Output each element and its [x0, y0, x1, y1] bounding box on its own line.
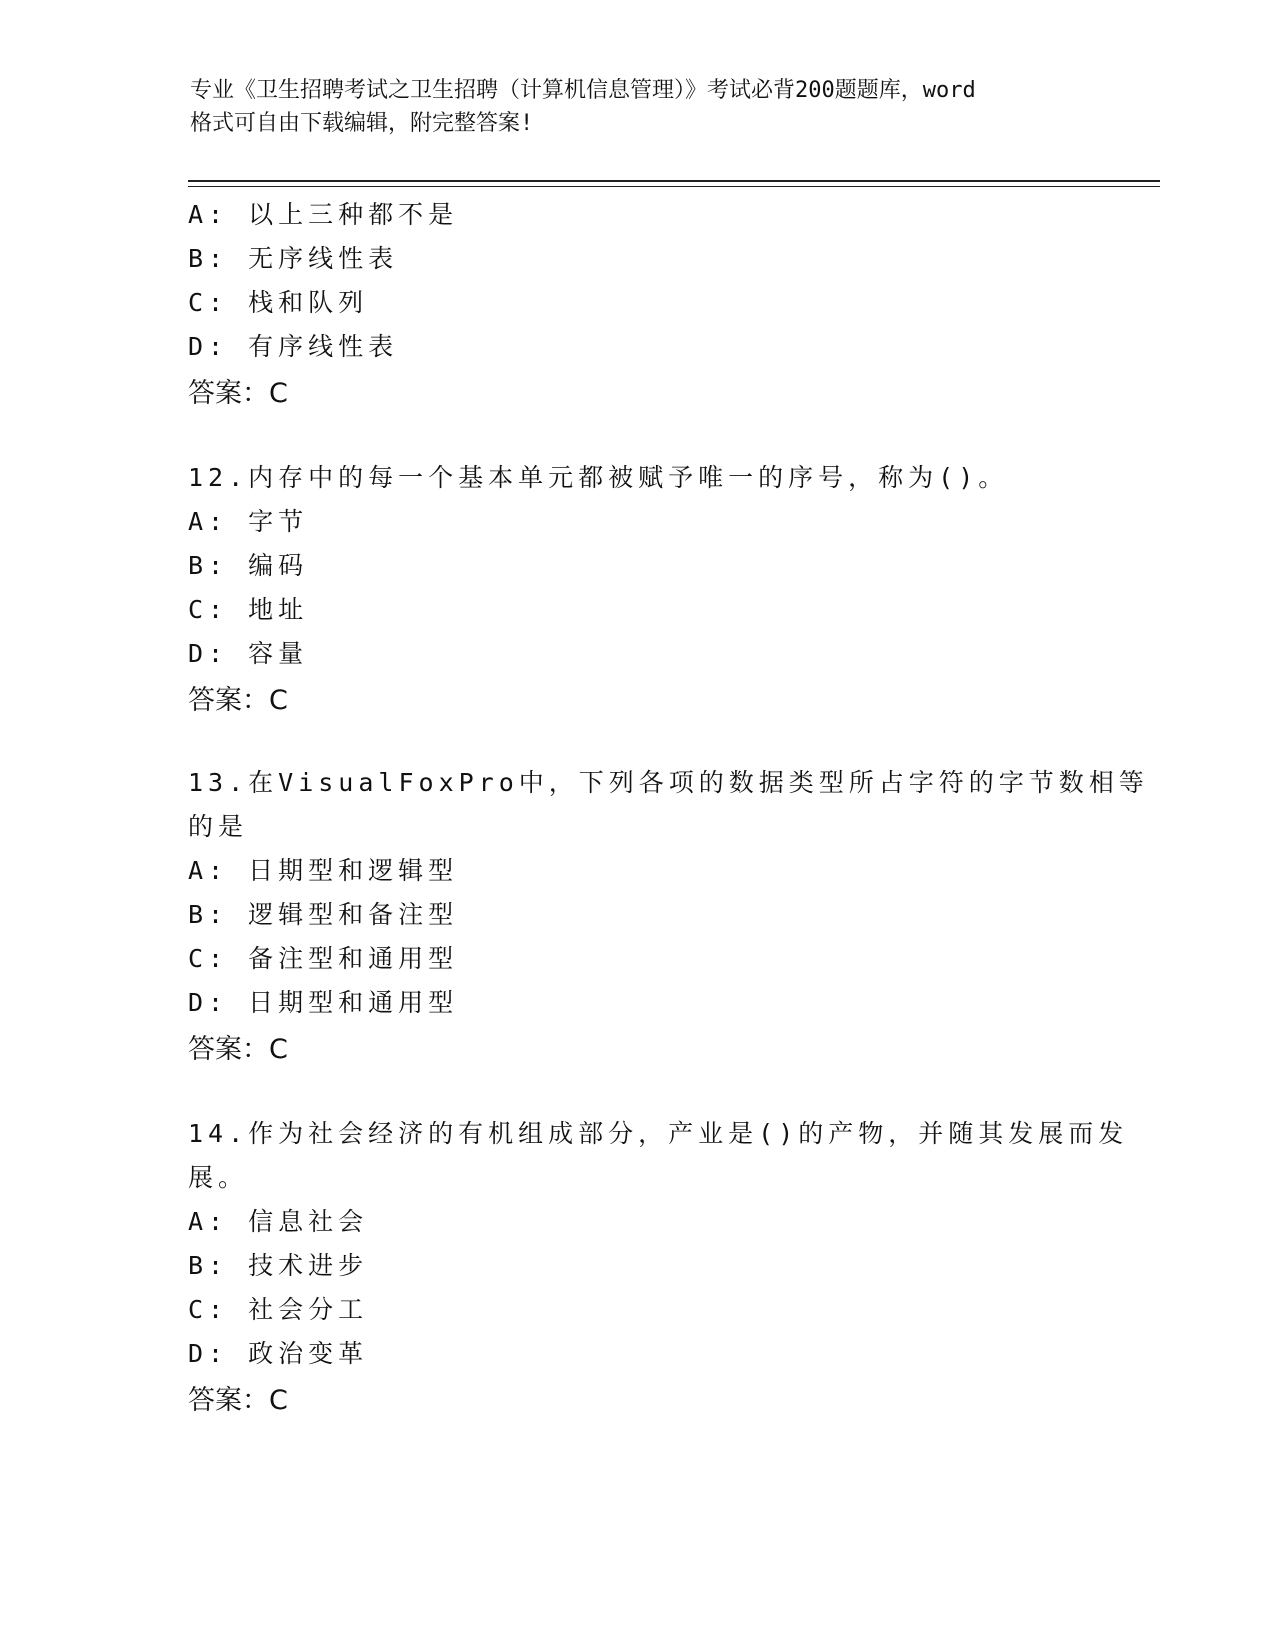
- q13-option-c: C: 备注型和通用型: [188, 944, 459, 973]
- q12-option-c: C: 地址: [188, 595, 309, 624]
- header-divider-thin: [188, 186, 1160, 187]
- q12-stem: 12.内存中的每一个基本单元都被赋予唯一的序号，称为()。: [188, 463, 1009, 492]
- q13-answer: 答案：C: [188, 1034, 288, 1065]
- q12-option-d: D: 容量: [188, 639, 309, 668]
- header-line-2: 格式可自由下载编辑，附完整答案!: [190, 111, 534, 136]
- q14-option-b: B: 技术进步: [188, 1251, 369, 1280]
- q11-option-d: D: 有序线性表: [188, 332, 399, 361]
- q13-stem-line-2: 的是: [188, 812, 249, 841]
- q11-answer: 答案：C: [188, 378, 288, 409]
- q13-option-b: B: 逻辑型和备注型: [188, 900, 459, 929]
- q11-option-a: A: 以上三种都不是: [188, 200, 459, 229]
- q14-option-d: D: 政治变革: [188, 1339, 369, 1368]
- q11-option-b: B: 无序线性表: [188, 244, 399, 273]
- q14-stem-line-2: 展。: [188, 1163, 249, 1192]
- header-line-1: 专业《卫生招聘考试之卫生招聘（计算机信息管理）》考试必背200题题库，word: [190, 78, 976, 103]
- document-header: [190, 74, 1090, 140]
- q14-answer: 答案：C: [188, 1385, 288, 1416]
- q12-option-a: A: 字节: [188, 507, 309, 536]
- q14-stem-line-1: 14.作为社会经济的有机组成部分，产业是()的产物，并随其发展而发: [188, 1119, 1129, 1148]
- q13-stem-line-1: 13.在VisualFoxPro中，下列各项的数据类型所占字符的字节数相等: [188, 768, 1149, 797]
- q13-option-a: A: 日期型和逻辑型: [188, 856, 459, 885]
- q11-option-c: C: 栈和队列: [188, 288, 369, 317]
- header-divider: [188, 180, 1160, 182]
- q13-option-d: D: 日期型和通用型: [188, 988, 459, 1017]
- q14-option-a: A: 信息社会: [188, 1207, 369, 1236]
- q12-option-b: B: 编码: [188, 551, 309, 580]
- q12-answer: 答案：C: [188, 685, 288, 716]
- q14-option-c: C: 社会分工: [188, 1295, 369, 1324]
